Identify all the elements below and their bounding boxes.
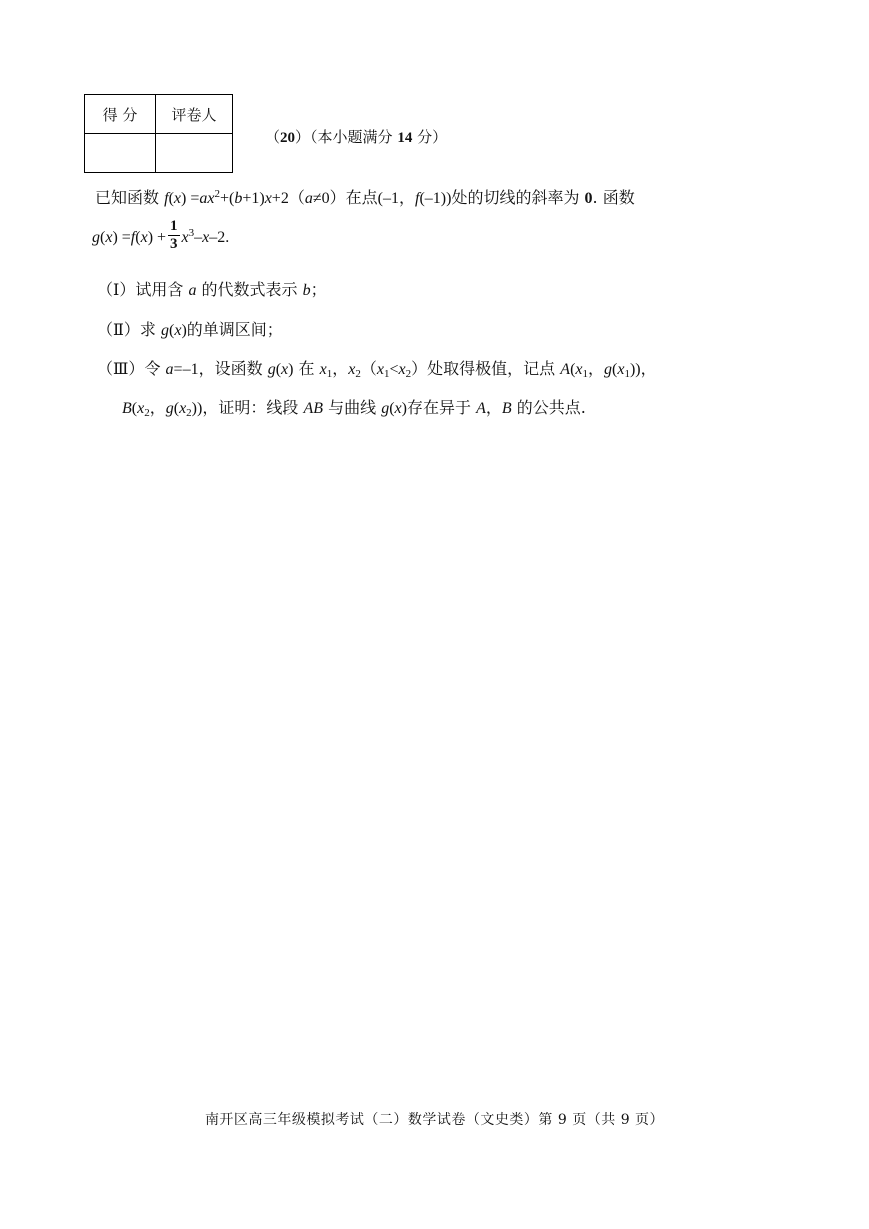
problem-statement-line-2: g(x) =f(x) + $\frac{1}{3}$ $x^3-x-2$. <box>92 218 230 252</box>
part-1: （Ⅰ）试用含 a 的代数式表示 b； <box>97 280 327 299</box>
slope-value: 0 <box>584 190 593 207</box>
part-3-text-c: 在 <box>298 359 315 378</box>
grader-cell <box>156 134 233 173</box>
points-value: 14 <box>397 130 413 146</box>
part-3-line-1: （Ⅲ）令 a=–1，设函数 g(x) 在 $x_1$，$x_2(x_1<x_2)$处取得极值，记点 $A(x_1$，$g(x_1)$)， <box>97 359 657 380</box>
grader-header: 评卷人 <box>156 95 233 134</box>
part-2-label: （Ⅱ） <box>97 320 140 339</box>
part-3-text-e: ，证明：线段 <box>202 398 299 417</box>
intro-after-point: 处的切线的斜率为 <box>451 188 580 207</box>
question-number: 20 <box>280 130 296 146</box>
fraction-one-third: $\frac{1}{3}$ <box>170 218 178 252</box>
question-header: （20）（本小题满分 14 分） <box>265 128 448 146</box>
points-note-prefix: （本小题满分 <box>310 128 393 146</box>
part-3-label: （Ⅲ） <box>97 359 145 378</box>
part-3-text-h: 的公共点. <box>516 398 586 417</box>
part-1-text-b: 的代数式表示 <box>201 280 298 299</box>
function-definition: f <box>164 190 169 207</box>
intro-suffix: . 函数 <box>592 188 635 207</box>
intro-mid: 在点 <box>345 188 378 207</box>
problem-statement-line-1: 已知函数 $f(x) =ax^2+(b+1)x+2(a\ne 0)$在点(–1，f(–1))处的切线的斜率为 0. 函数 <box>95 188 635 207</box>
part-3-line-2: $B(x_2$，$g(x_2)$)，证明：线段 AB 与曲线 g(x)存在异于 A，B 的公共点. <box>122 398 586 419</box>
intro-prefix: 已知函数 <box>95 188 160 207</box>
page-footer: 南开区高三年级模拟考试（二）数学试卷（文史类）第 9 页（共 9 页） <box>204 1112 665 1128</box>
part-2: （Ⅱ）求 g(x)的单调区间； <box>97 320 283 339</box>
score-header: 得 分 <box>85 95 156 134</box>
part-3-text-g: 存在异于 <box>406 398 471 417</box>
part-3-text-b: ，设函数 <box>198 359 263 378</box>
score-table <box>84 94 233 173</box>
part-3-text-d: 处取得极值，记点 <box>427 359 556 378</box>
part-3-text-f: 与曲线 <box>328 398 377 417</box>
part-1-label: （Ⅰ） <box>97 280 136 299</box>
part-3-text-a: 令 <box>144 359 161 378</box>
part-1-text-a: 试用含 <box>135 280 184 299</box>
points-note-suffix: 分） <box>417 128 448 146</box>
part-2-text-b: 的单调区间； <box>186 320 283 339</box>
score-cell <box>85 134 156 173</box>
part-2-text-a: 求 <box>139 320 156 339</box>
